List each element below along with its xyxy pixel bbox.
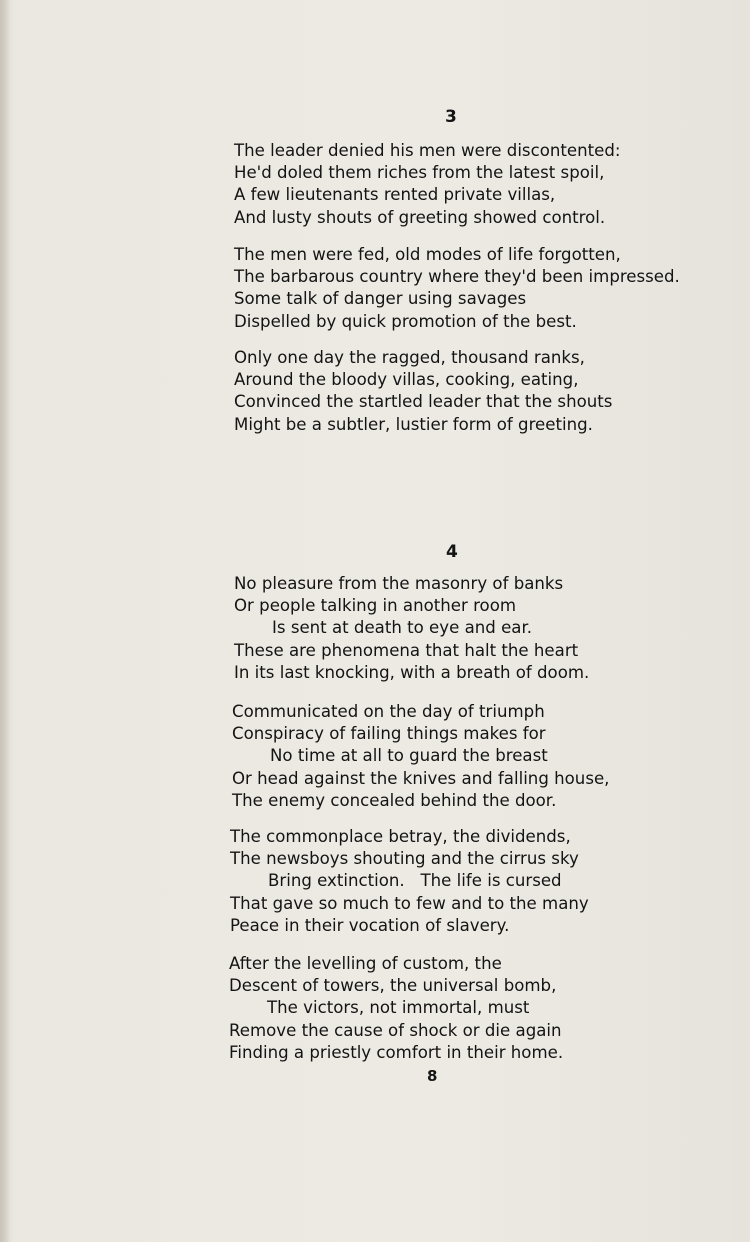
poem-line: A few lieutenants rented private villas, xyxy=(234,185,556,205)
poem-line: No time at all to guard the breast xyxy=(270,746,548,766)
poem-line: The enemy concealed behind the door. xyxy=(232,790,557,810)
poem-line: No pleasure from the masonry of banks xyxy=(234,574,564,593)
page-number: 8 xyxy=(427,1067,438,1085)
poem-line: That gave so much to few and to the many xyxy=(230,893,589,913)
poem-line: Communicated on the day of triumph xyxy=(232,702,545,721)
poem-line: The commonplace betray, the dividends, xyxy=(230,827,571,846)
poem-line: The men were fed, old modes of life forgotten, xyxy=(234,245,621,264)
stanza xyxy=(234,244,680,333)
poem-line: Peace in their vocation of slavery. xyxy=(230,915,510,935)
poem-line: The victors, not immortal, must xyxy=(267,998,530,1018)
stanza xyxy=(232,701,609,812)
stanza xyxy=(234,347,612,436)
poem-line: Might be a subtler, lustier form of greeting. xyxy=(234,414,593,434)
stanza xyxy=(234,140,620,229)
poem-line: Remove the cause of shock or die again xyxy=(229,1020,562,1040)
stanza xyxy=(234,573,589,684)
poem-line: Convinced the startled leader that the shouts xyxy=(234,392,613,412)
page-edge-shadow xyxy=(0,0,10,1242)
poem-line: Dispelled by quick promotion of the best. xyxy=(234,311,577,331)
poem-line: In its last knocking, with a breath of doom. xyxy=(234,662,590,682)
poem-line: The barbarous country where they'd been impressed. xyxy=(234,267,680,287)
poem-line: He'd doled them riches from the latest spoil, xyxy=(234,163,605,183)
poem-line: And lusty shouts of greeting showed control. xyxy=(234,207,606,227)
poem-line: Is sent at death to eye and ear. xyxy=(272,618,533,638)
poem-line: Or head against the knives and falling house, xyxy=(232,768,610,788)
poem-line: These are phenomena that halt the heart xyxy=(234,640,579,660)
poem-line: Descent of towers, the universal bomb, xyxy=(229,976,557,996)
poem-line: Bring extinction. The life is cursed xyxy=(268,871,562,891)
poem-line: The newsboys shouting and the cirrus sky xyxy=(230,849,579,869)
poem-line: Conspiracy of failing things makes for xyxy=(232,724,546,744)
stanza xyxy=(230,826,589,937)
section-number-4: 4 xyxy=(446,542,458,562)
poem-line: After the levelling of custom, the xyxy=(229,954,502,973)
poem-line: Around the bloody villas, cooking, eating, xyxy=(234,370,579,390)
section-number-3: 3 xyxy=(445,107,457,127)
poem-line: Or people talking in another room xyxy=(234,596,517,616)
poem-line: Some talk of danger using savages xyxy=(234,289,527,309)
poem-line: Finding a priestly comfort in their home. xyxy=(229,1042,564,1062)
stanza xyxy=(229,953,563,1064)
poem-line: The leader denied his men were discontented: xyxy=(234,141,621,160)
poem-line: Only one day the ragged, thousand ranks, xyxy=(234,348,585,367)
